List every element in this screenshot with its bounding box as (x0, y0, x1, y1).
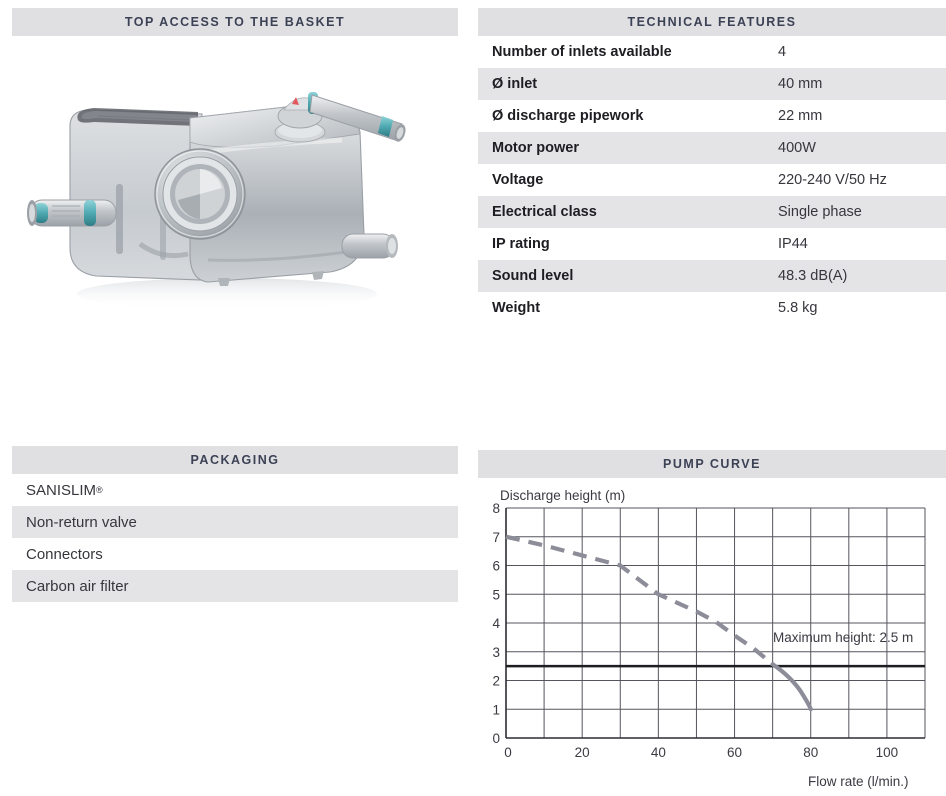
svg-text:0: 0 (504, 745, 512, 760)
chart-grid (506, 508, 925, 738)
inlet-port (155, 149, 245, 239)
table-row (478, 292, 946, 324)
x-tick-labels (504, 745, 898, 760)
tf-label: Sound level (492, 268, 574, 284)
tf-label: IP rating (492, 236, 550, 252)
tf-value: 4 (778, 44, 787, 60)
svg-text:1: 1 (492, 702, 500, 718)
product-image (12, 48, 482, 368)
y-tick-labels (492, 501, 500, 746)
tf-label: Ø discharge pipework (492, 108, 644, 124)
packaging-item-label: SANISLIM (26, 481, 97, 499)
pump-curve-panel (478, 450, 946, 793)
table-row (478, 36, 946, 68)
pump-curve-solid-segment (773, 664, 811, 709)
list-item (12, 506, 458, 538)
tf-value: Single phase (778, 204, 862, 220)
packaging-item-label: Connectors (26, 545, 103, 563)
svg-text:6: 6 (492, 558, 500, 574)
registered-mark: ® (96, 485, 103, 495)
svg-text:4: 4 (492, 616, 500, 631)
svg-text:60: 60 (727, 745, 743, 760)
technical-features-table (478, 36, 946, 324)
tf-value: 220-240 V/50 Hz (778, 172, 887, 188)
packaging-header: PACKAGING (12, 446, 458, 474)
table-row (478, 164, 946, 196)
svg-text:80: 80 (803, 745, 819, 760)
packaging-panel (12, 446, 458, 602)
svg-text:40: 40 (650, 745, 666, 760)
svg-text:0: 0 (492, 731, 500, 746)
pump-curve-header: PUMP CURVE (478, 450, 946, 478)
max-height-annotation: Maximum height: 2.5 m (773, 630, 914, 645)
tf-value: 48.3 dB(A) (778, 268, 848, 284)
product-illustration (12, 48, 458, 348)
table-row (478, 100, 946, 132)
list-item (12, 538, 458, 570)
tf-value: IP44 (778, 236, 808, 252)
tf-value: 40 mm (778, 76, 823, 92)
table-row (478, 260, 946, 292)
pump-curve-dashed-segment (506, 537, 773, 665)
tf-label: Weight (492, 300, 541, 316)
table-row (478, 132, 946, 164)
table-row (478, 196, 946, 228)
svg-text:8: 8 (492, 501, 500, 516)
left-inlet-pipe (27, 200, 116, 226)
table-row (478, 228, 946, 260)
x-axis-title: Flow rate (l/min.) (808, 774, 909, 789)
tf-label: Ø inlet (492, 76, 538, 92)
svg-text:20: 20 (574, 745, 590, 760)
product-panel (12, 8, 458, 408)
tf-label: Electrical class (492, 204, 597, 220)
svg-text:7: 7 (492, 529, 500, 545)
product-panel-header: TOP ACCESS TO THE BASKET (12, 8, 458, 36)
lower-outlet-stub (342, 234, 398, 258)
svg-text:100: 100 (875, 745, 899, 760)
tf-value: 22 mm (778, 108, 823, 124)
list-item (12, 570, 458, 602)
tf-label: Motor power (492, 140, 579, 156)
list-item (12, 474, 458, 506)
y-axis-title: Discharge height (m) (500, 488, 626, 503)
packaging-item-label: Carbon air filter (26, 577, 129, 595)
technical-features-header: TECHNICAL FEATURES (478, 8, 946, 36)
tf-value: 5.8 kg (778, 300, 818, 316)
packaging-item-label: Non-return valve (26, 513, 137, 531)
pump-curve-chart (478, 486, 946, 796)
pump-curve-svg (478, 486, 946, 786)
svg-text:5: 5 (492, 587, 500, 603)
technical-features-panel (478, 8, 946, 324)
tf-label: Voltage (492, 172, 544, 188)
svg-text:3: 3 (492, 644, 500, 660)
tf-label: Number of inlets available (492, 44, 672, 60)
svg-text:2: 2 (492, 673, 500, 689)
table-row (478, 68, 946, 100)
teal-collar (84, 200, 96, 226)
tf-value: 400W (778, 140, 816, 156)
packaging-list (12, 474, 458, 602)
